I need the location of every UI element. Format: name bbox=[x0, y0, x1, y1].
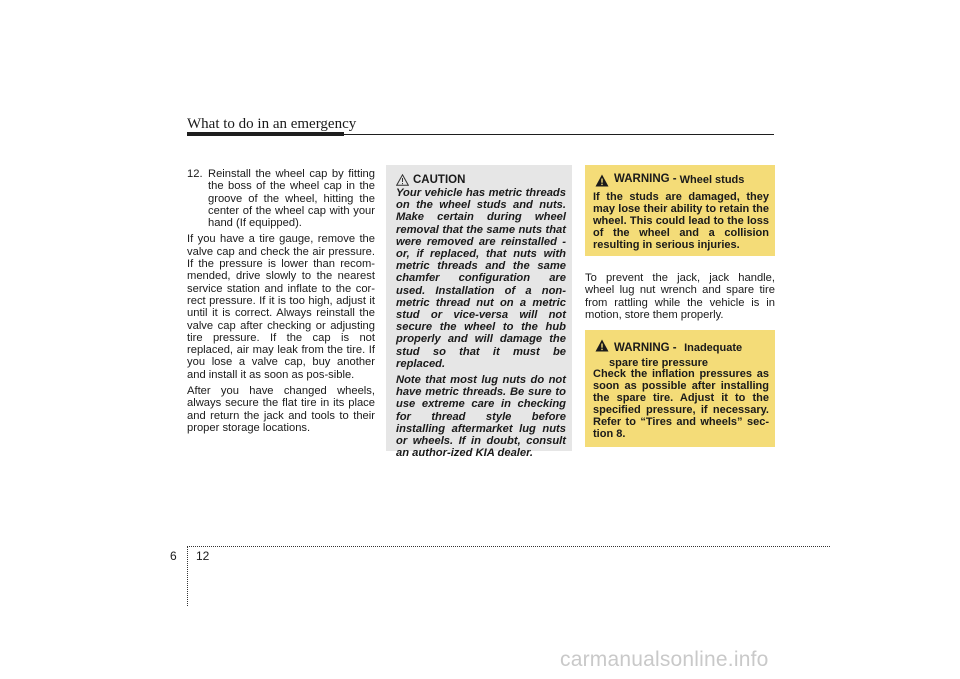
caution-title: CAUTION bbox=[413, 174, 466, 186]
warning-header bbox=[593, 338, 742, 369]
page-number: 12 bbox=[196, 549, 210, 563]
column-right-text: To prevent the jack, jack handle, wheel lug nut wrench and spare tire from rattling while the vehicle is in motion, store them properly. bbox=[585, 272, 775, 321]
caution-body bbox=[396, 187, 566, 463]
column-left bbox=[187, 168, 375, 438]
warning-box-spare-tire bbox=[585, 330, 775, 447]
tire-gauge-paragraph: If you have a tire gauge, remove the valve cap and check the air pressure. If the pressure is lower than recom-mended, drive slowly to the nearest service station and inflate to the cor-rect pressure. If it is too high, adjust it until it is correct. Always reinstall the valve cap after checking or adjusting tire pressure. If the cap is not replaced, air may leak from the tire. If you lose a valve cap, buy another and install it as soon as pos-sible. bbox=[187, 233, 375, 381]
footer-rule bbox=[187, 546, 830, 547]
watermark: carmanualsonline.info bbox=[560, 648, 769, 671]
warning-subtitle-line-2: spare tire pressure bbox=[609, 357, 709, 369]
warning-body: If the studs are damaged, they may lose their ability to retain the wheel. This could lead to the loss of the wheel and a collision resulting in serious injuries. bbox=[593, 191, 769, 252]
warning-box-wheel-studs bbox=[585, 165, 775, 256]
caution-paragraph-1: Your vehicle has metric threads on the wheel studs and nuts. Make certain during wheel removal that the same nuts that were removed are reinstalled - or, if replaced, that nuts with metric threads and the same chamfer configuration are used. Installation of a non-metric thread nut on a metric stud or vice-versa will not secure the wheel to the hub properly and will damage the stud so that it must be replaced. bbox=[396, 187, 566, 370]
warning-triangle-icon bbox=[595, 339, 609, 352]
warning-label: WARNING - bbox=[614, 173, 677, 185]
section-number: 6 bbox=[170, 549, 177, 563]
warning-header bbox=[593, 173, 744, 187]
storage-paragraph: After you have changed wheels, always secure the flat tire in its place and return the jack and tools to their proper storage locations. bbox=[187, 385, 375, 434]
caution-triangle-icon bbox=[396, 174, 409, 186]
step-number: 12. bbox=[187, 168, 203, 180]
footer-vertical-rule bbox=[187, 546, 188, 606]
header-rule-accent bbox=[187, 132, 344, 136]
caution-box bbox=[386, 165, 572, 460]
step-text: Reinstall the wheel cap by fitting the boss of the wheel cap in the groove of the wheel, hitting the center of the wheel cap with your hand (If equipped). bbox=[208, 168, 375, 230]
warning-body: Check the inflation pressures as soon as possible after installing the spare tire. Adjust it to the specified pressure, if necessary. Refer to “Tires and wheels” sec-tion 8. bbox=[593, 368, 769, 441]
page-header-title: What to do in an emergency bbox=[187, 116, 357, 132]
warning-subtitle: Wheel studs bbox=[679, 174, 745, 186]
step-12 bbox=[187, 168, 375, 229]
caution-header bbox=[396, 174, 465, 186]
caution-paragraph-2: Note that most lug nuts do not have metric threads. Be sure to use extreme care in checking for thread style before installing aftermarket lug nuts or wheels. If in doubt, consult an author-ized KIA dealer. bbox=[396, 374, 566, 460]
warning-triangle-icon bbox=[595, 174, 609, 187]
warning-subtitle-line-1: Inadequate bbox=[684, 342, 743, 354]
warning-label: WARNING - bbox=[614, 342, 677, 354]
